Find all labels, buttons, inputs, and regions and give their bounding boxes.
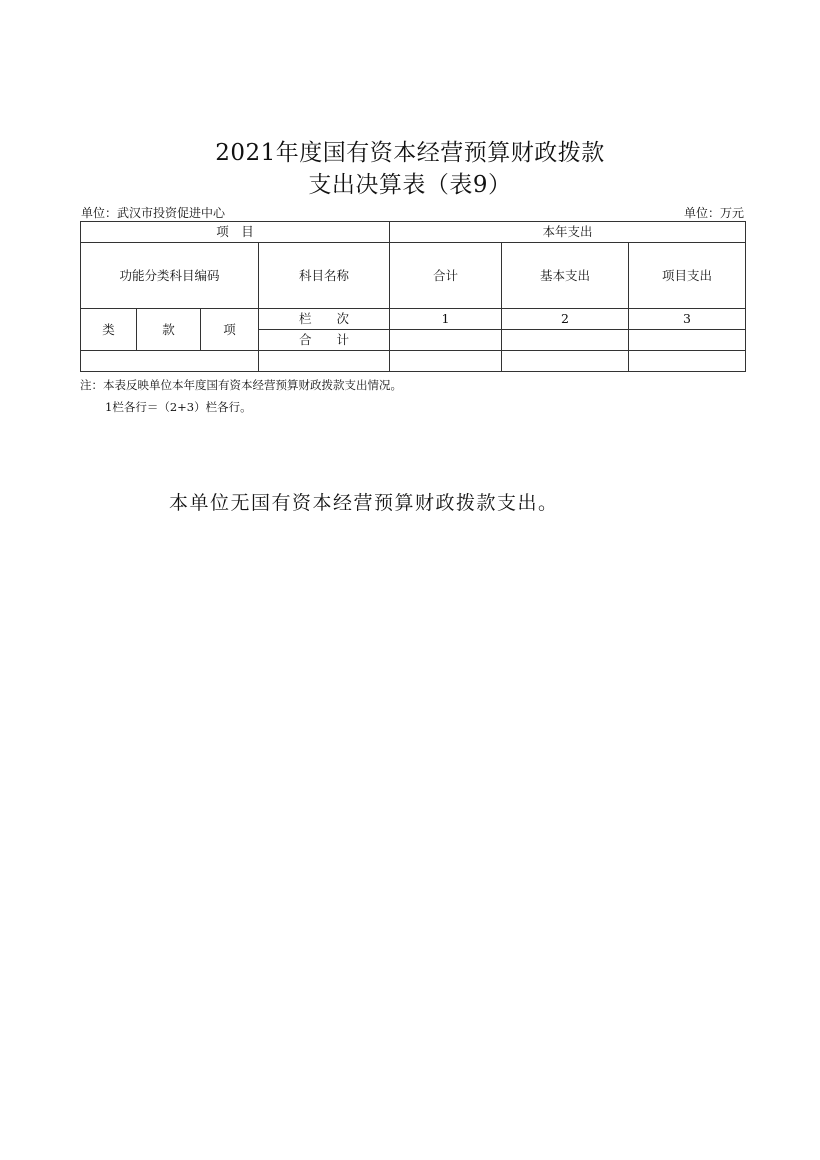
total-cell bbox=[390, 330, 502, 351]
document-title-line1: 2021年度国有资本经营预算财政拨款 bbox=[215, 140, 605, 166]
empty-basic-cell bbox=[502, 351, 629, 372]
empty-project-cell bbox=[629, 351, 746, 372]
no-expenditure-statement: 本单位无国有资本经营预算财政拨款支出。 bbox=[169, 492, 559, 514]
table-note: 注：本表反映单位本年度国有资本经营预算财政拨款支出情况。 bbox=[80, 378, 402, 392]
header-xiang: 项 bbox=[201, 309, 259, 351]
table-note-formula: 1栏各行＝（2+3）栏各行。 bbox=[105, 400, 252, 414]
header-basic-expenditure: 基本支出 bbox=[502, 243, 629, 309]
header-item: 项 目 bbox=[81, 222, 390, 243]
unit-currency: 单位：万元 bbox=[683, 206, 744, 220]
empty-code-cell bbox=[81, 351, 259, 372]
total-row-label: 合 计 bbox=[259, 330, 390, 351]
column-index-2: 2 bbox=[502, 309, 629, 330]
total-project-cell bbox=[629, 330, 746, 351]
empty-total-cell bbox=[390, 351, 502, 372]
total-basic-cell bbox=[502, 330, 629, 351]
table-row bbox=[81, 351, 746, 372]
table-header-row bbox=[81, 222, 746, 243]
header-lei: 类 bbox=[81, 309, 137, 351]
table-subheader-row bbox=[81, 243, 746, 309]
header-kuan: 款 bbox=[137, 309, 201, 351]
header-subject-name: 科目名称 bbox=[259, 243, 390, 309]
header-total: 合计 bbox=[390, 243, 502, 309]
header-project-expenditure: 项目支出 bbox=[629, 243, 746, 309]
document-title-line2: 支出决算表（表9） bbox=[308, 172, 512, 198]
column-index-label: 栏 次 bbox=[259, 309, 390, 330]
column-index-1: 1 bbox=[390, 309, 502, 330]
expenditure-table bbox=[80, 221, 746, 372]
header-function-code: 功能分类科目编码 bbox=[81, 243, 259, 309]
empty-name-cell bbox=[259, 351, 390, 372]
table-column-index-row bbox=[81, 309, 746, 330]
column-index-3: 3 bbox=[629, 309, 746, 330]
header-current-year-expenditure: 本年支出 bbox=[390, 222, 746, 243]
unit-organization: 单位：武汉市投资促进中心 bbox=[81, 206, 226, 220]
